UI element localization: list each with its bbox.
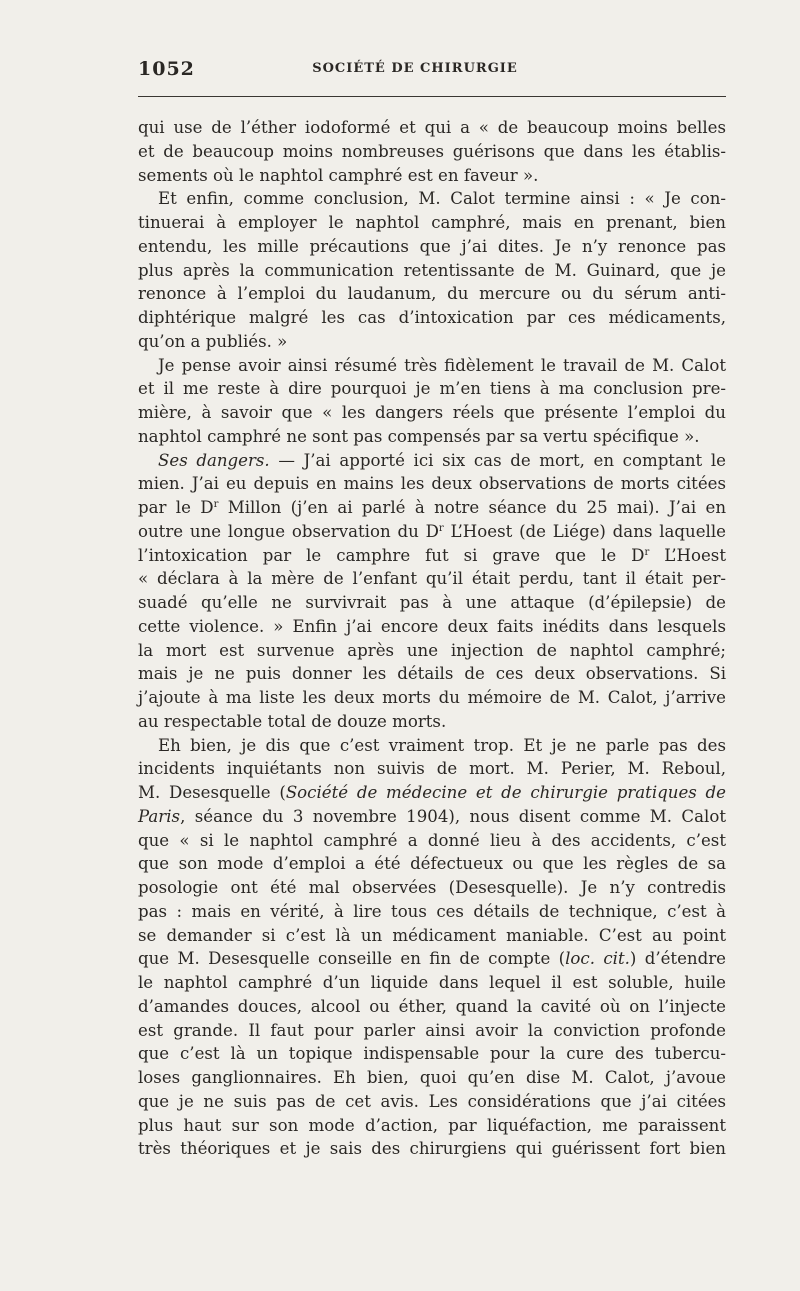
page-number: 1052 (138, 58, 195, 80)
line-text: très théoriques et je sais des chirurgiens qui guérissent fort bien (138, 1139, 726, 1159)
text-line (138, 116, 726, 140)
text-line (138, 591, 726, 615)
line-text: j’ajoute à ma liste les deux morts du mémoire de M. Calot, j’arrive (138, 688, 726, 707)
text-line (138, 1114, 726, 1138)
line-text: Et enfin, comme conclusion, M. Calot termine ainsi : « Je con- (158, 189, 726, 209)
line-text: mais je ne puis donner les détails de ces deux observations. Si (138, 664, 726, 684)
text-line (138, 187, 726, 211)
superscript: r (644, 546, 650, 558)
text-line (138, 567, 726, 591)
text-line (138, 164, 726, 188)
text-line (138, 686, 726, 710)
line-text: — J’ai apporté ici six cas de mort, en comptant le (269, 450, 726, 470)
text-line (138, 639, 726, 663)
text-line (138, 449, 726, 473)
line-text: qui use de l’éther iodoformé et qui a « de beaucoup moins belles (138, 118, 726, 137)
text-line (138, 496, 726, 520)
superscript: r (213, 499, 219, 510)
text-line (138, 852, 726, 876)
line-text: « déclara à la mère de l’enfant qu’il était perdu, tant il était per- (138, 569, 726, 589)
line-text: posologie ont été mal observées (Desesquelle). Je n’y contredis (138, 878, 726, 897)
text-line (138, 259, 726, 283)
italic-text: Ses dangers. (158, 450, 270, 470)
text-line (138, 1090, 726, 1114)
line-text: M. Desesquelle ( (138, 783, 286, 802)
line-text: que M. Desesquelle conseille en fin de compte ( (138, 949, 566, 969)
text-line (138, 472, 726, 496)
line-text: ) d’étendre (629, 949, 726, 969)
text-line (138, 1066, 726, 1090)
line-text: incidents inquiétants non suivis de mort. M. Perier, M. Reboul, (138, 759, 726, 779)
line-text: que son mode d’emploi a été défectueux ou que les règles de sa (138, 854, 726, 874)
line-text: le naphtol camphré d’un liquide dans lequel il est soluble, huile (138, 973, 726, 992)
line-text: par le D (138, 498, 214, 517)
text-line (138, 615, 726, 639)
line-text: tinuerai à employer le naphtol camphré, mais en prenant, bien (138, 213, 726, 232)
line-text: cette violence. » Enfin j’ai encore deux faits inédits dans lesquels (138, 616, 726, 636)
text-line (138, 211, 726, 235)
line-text: plus après la communication retentissante de M. Guinard, que je (138, 260, 726, 280)
text-line (138, 971, 726, 995)
header-rule (138, 96, 726, 97)
text-line (138, 330, 726, 354)
line-text: mière, à savoir que « les dangers réels que présente l’emploi du (138, 403, 726, 422)
superscript: r (438, 522, 444, 534)
line-text: la mort est survenue après une injection de naphtol camphré; (138, 640, 726, 660)
text-line (138, 306, 726, 330)
text-line (138, 900, 726, 924)
line-text: se demander si c’est là un médicament maniable. C’est au point (138, 925, 726, 945)
text-line (138, 924, 726, 948)
text-line (138, 377, 726, 401)
line-text: que c’est là un topique indispensable pour la cure des tubercu- (138, 1044, 726, 1064)
line-text: renonce à l’emploi du laudanum, du mercure ou du sérum anti- (138, 284, 726, 304)
line-text: qu’on a publiés. » (138, 331, 288, 351)
text-line (138, 876, 726, 900)
line-text: d’amandes douces, alcool ou éther, quand la cavité où on l’injecte (138, 996, 726, 1016)
line-text: est grande. Il faut pour parler ainsi avoir la conviction profonde (138, 1020, 726, 1040)
text-line (138, 425, 726, 449)
line-text: et de beaucoup moins nombreuses guérisons que dans les établis- (138, 141, 726, 161)
text-line (138, 805, 726, 829)
line-text: Eh bien, je dis que c’est vraiment trop. Et je ne parle pas des (158, 735, 726, 755)
line-text: naphtol camphré ne sont pas compensés par sa vertu spécifique ». (138, 426, 700, 446)
line-text: L’Hoest (649, 545, 726, 565)
line-text: et il me reste à dire pourquoi je m’en tiens à ma conclusion pre- (138, 379, 726, 399)
line-text: plus haut sur son mode d’action, par liquéfaction, me paraissent (138, 1115, 726, 1135)
line-text: loses ganglionnaires. Eh bien, quoi qu’en dise M. Calot, j’avoue (138, 1068, 726, 1087)
line-text: pas : mais en vérité, à lire tous ces détails de technique, c’est à (138, 901, 726, 921)
line-text: que « si le naphtol camphré a donné lieu à des accidents, c’est (138, 830, 726, 850)
text-line (138, 995, 726, 1019)
body-text (138, 116, 726, 1161)
text-line (138, 1042, 726, 1066)
text-line (138, 354, 726, 378)
italic-text: loc. cit. (565, 949, 630, 969)
line-text: , séance du 3 novembre 1904), nous disent comme M. Calot (180, 806, 726, 826)
text-line (138, 1019, 726, 1043)
running-title: SOCIÉTÉ DE CHIRURGIE (312, 61, 518, 76)
line-text: Millon (j’en ai parlé à notre séance du 25 mai). J’ai en (218, 498, 727, 517)
italic-text: Société de médecine et de chirurgie pratiques de (285, 783, 726, 802)
italic-text: Paris (138, 806, 181, 826)
line-text: sements où le naphtol camphré est en faveur ». (138, 165, 539, 185)
line-text: mien. J’ai eu depuis en mains les deux observations de morts citées (138, 474, 726, 494)
text-line (138, 140, 726, 164)
line-text: outre une longue observation du D (138, 521, 439, 541)
line-text: suadé qu’elle ne survivrait pas à une attaque (d’épilepsie) de (138, 593, 726, 612)
line-text: l’intoxication par le camphre fut si grave que le D (138, 545, 645, 565)
line-text: diphtérique malgré les cas d’intoxication par ces médicaments, (138, 308, 726, 327)
line-text: que je ne suis pas de cet avis. Les considérations que j’ai citées (138, 1091, 726, 1111)
text-line (138, 282, 726, 306)
line-text: Je pense avoir ainsi résumé très fidèlement le travail de M. Calot (158, 355, 726, 375)
text-line (138, 520, 726, 544)
text-line (138, 662, 726, 686)
text-line (138, 1137, 726, 1161)
text-line (138, 734, 726, 758)
text-line (138, 781, 726, 805)
line-text: au respectable total de douze morts. (138, 711, 447, 731)
text-line (138, 544, 726, 568)
text-line (138, 829, 726, 853)
text-line (138, 401, 726, 425)
text-line (138, 757, 726, 781)
line-text: L’Hoest (de Liége) dans laquelle (443, 521, 726, 541)
text-line (138, 947, 726, 971)
text-line (138, 710, 726, 734)
text-line (138, 235, 726, 259)
line-text: entendu, les mille précautions que j’ai dites. Je n’y renonce pas (138, 236, 726, 256)
